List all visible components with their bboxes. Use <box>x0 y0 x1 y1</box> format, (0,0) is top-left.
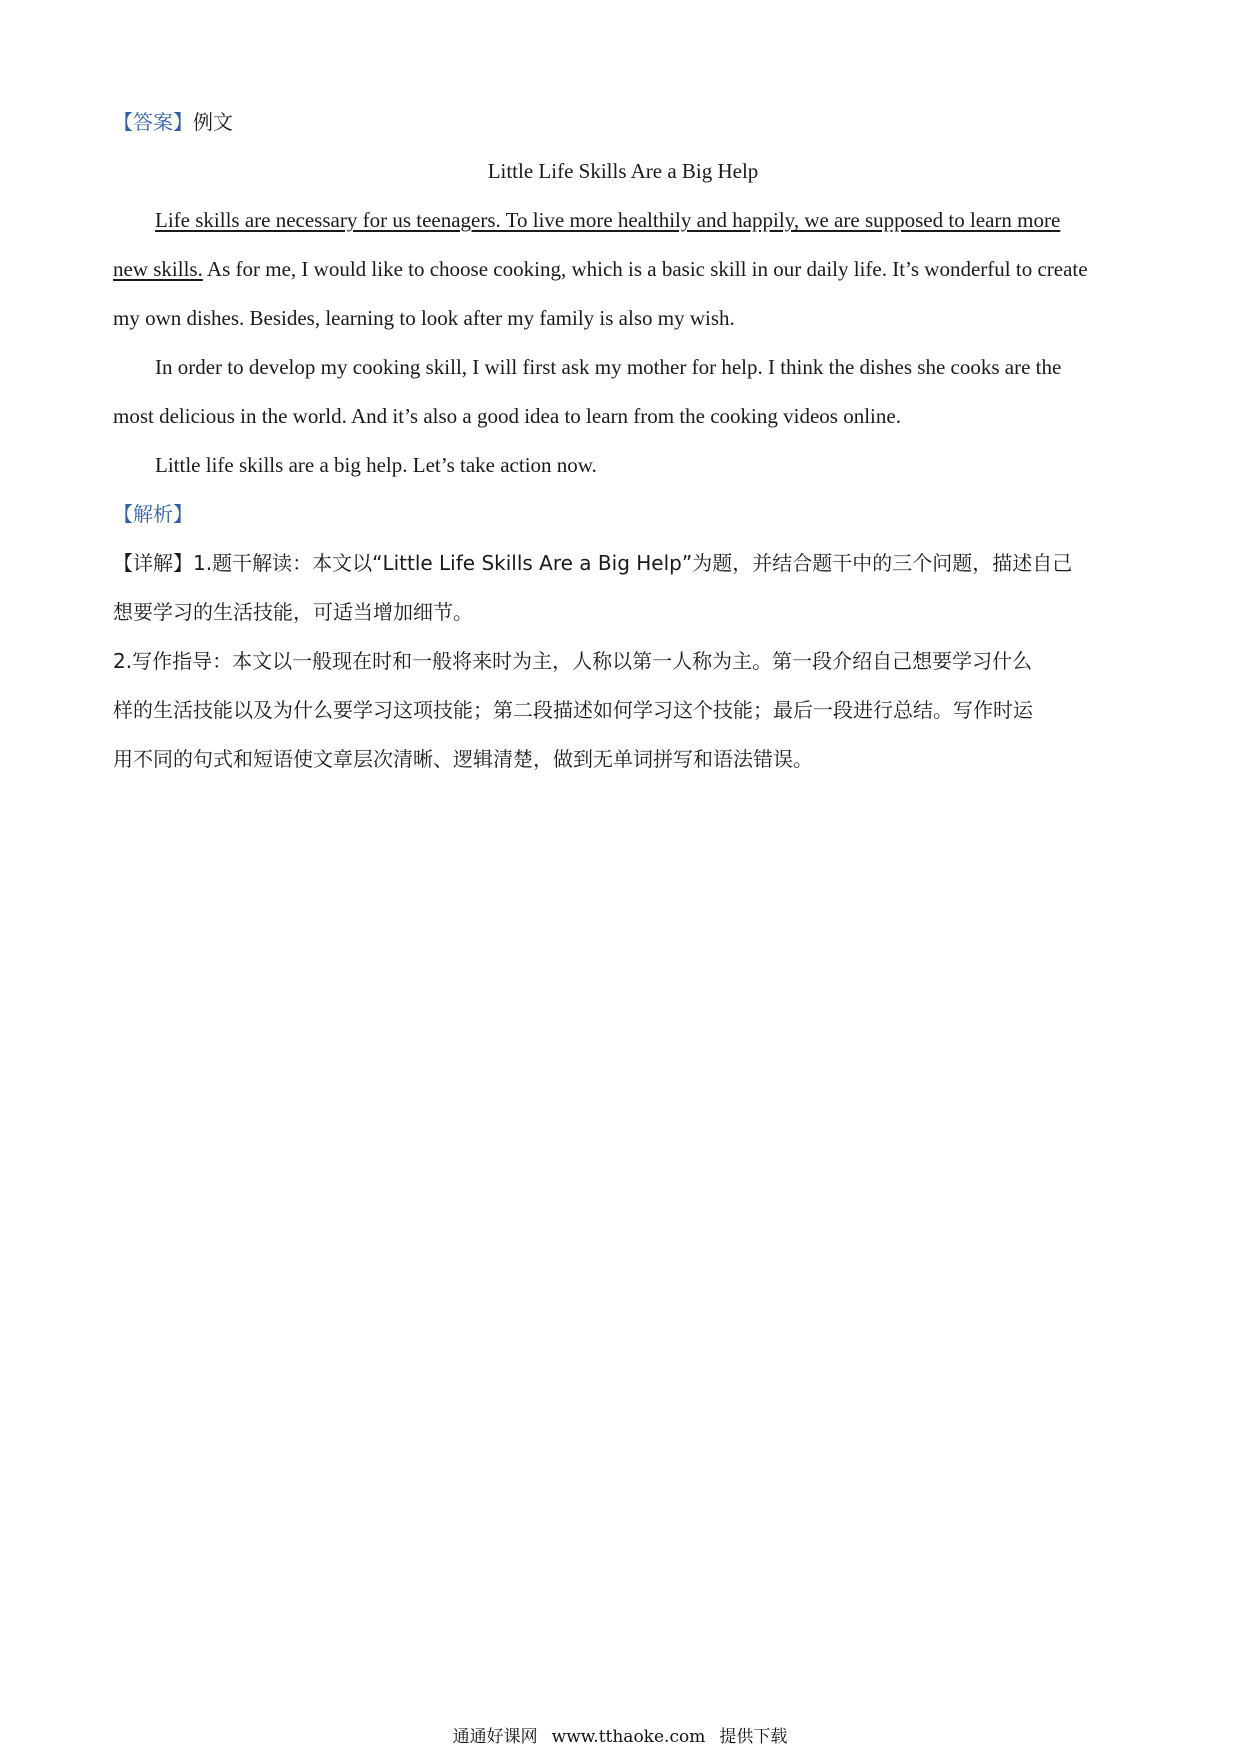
analysis-heading <box>113 490 1133 539</box>
footer-site-name: 通通好课网 <box>452 1727 538 1747</box>
answer-heading <box>113 98 1133 147</box>
essay-p2-line2: most delicious in the world. And it’s also a good idea to learn from the cooking videos online. <box>113 404 901 428</box>
analysis-point1-text: 1.题干解读：本文以“Little Life Skills Are a Big Help”为题，并结合题干中的三个问题，描述自己 <box>193 551 1073 575</box>
document-content <box>113 98 1133 784</box>
essay-topic-sentence-part2: new skills. <box>113 257 203 281</box>
analysis-point2-line2: 样的生活技能以及为什么要学习这项技能；第二段描述如何学习这个技能；最后一段进行总结。写作时运 <box>113 698 1033 722</box>
detail-tag: 【详解】 <box>113 551 193 575</box>
essay-p1-line3: my own dishes. Besides, learning to look after my family is also my wish. <box>113 306 735 330</box>
essay-p1-line1 <box>113 196 1133 245</box>
essay-title: Little Life Skills Are a Big Help <box>487 159 759 183</box>
essay-topic-sentence-part1: Life skills are necessary for us teenagers. To live more healthily and happily, we are supposed to learn more <box>155 208 1061 232</box>
page-footer <box>0 1722 1240 1747</box>
footer-suffix: 提供下载 <box>719 1727 788 1747</box>
answer-label: 例文 <box>193 110 233 134</box>
footer-url[interactable]: www.tthaoke.com <box>551 1727 706 1747</box>
analysis-point1-line1 <box>113 539 1133 588</box>
answer-tag: 【答案】 <box>113 110 193 134</box>
essay-p3: Little life skills are a big help. Let’s take action now. <box>155 453 597 477</box>
analysis-point2-line3: 用不同的句式和短语使文章层次清晰、逻辑清楚，做到无单词拼写和语法错误。 <box>113 747 813 771</box>
essay-p1-line2 <box>113 245 1133 294</box>
essay-p2-line1: In order to develop my cooking skill, I will first ask my mother for help. I think the dishes she cooks are the <box>155 355 1062 379</box>
analysis-point1-line2: 想要学习的生活技能，可适当增加细节。 <box>113 600 473 624</box>
analysis-point2-line1: 2.写作指导：本文以一般现在时和一般将来时为主，人称以第一人称为主。第一段介绍自己想要学习什么 <box>113 649 1033 673</box>
analysis-tag: 【解析】 <box>113 502 193 526</box>
essay-p1-line2-rest: As for me, I would like to choose cooking, which is a basic skill in our daily life. It’s wonderful to create <box>202 257 1088 281</box>
